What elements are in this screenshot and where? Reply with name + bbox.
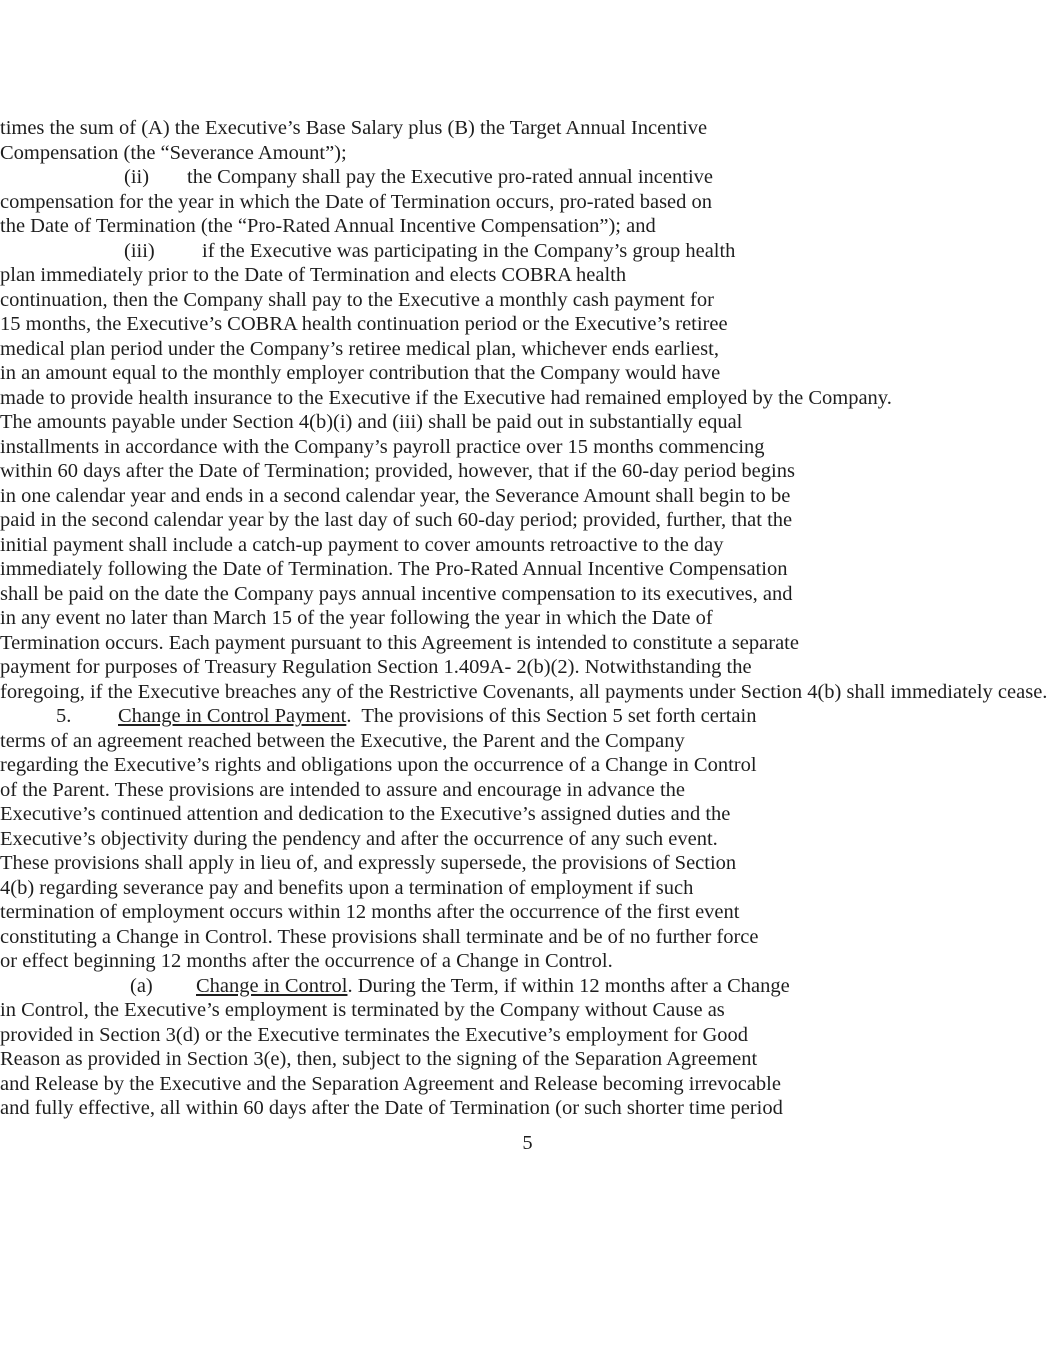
text-line: [0, 240, 735, 262]
subclause-iii-cobra-health: [0, 239, 1055, 411]
text-line: in an amount equal to the monthly employer contribution that the Company would have: [0, 362, 721, 384]
section-heading-underlined: Change in Control Payment: [118, 705, 347, 727]
text-line: Compensation (the “Severance Amount”);: [0, 141, 347, 164]
text-line: [0, 705, 756, 727]
clause-label: (iii): [124, 239, 155, 262]
text-line: and Release by the Executive and the Separation Agreement and Release becoming irrevocable: [0, 1072, 781, 1095]
text-line: 4(b) shall immediately cease.: [807, 680, 1048, 703]
text-line: immediately following the Date of Termination. The Pro-Rated Annual Incentive Compensation: [0, 558, 788, 580]
text-line: the Date of Termination (the “Pro-Rated Annual Incentive Compensation”); and: [0, 215, 656, 237]
clause-heading-underlined: Change in Control: [196, 974, 348, 997]
text-line: in one calendar year and ends in a second calendar year, the Severance Amount shall begin to be: [0, 484, 791, 507]
text-line: or effect beginning 12 months after the occurrence of a Change in Control.: [0, 950, 613, 972]
text-line: of the Parent. These provisions are intended to assure and encourage in advance the: [0, 778, 685, 801]
text-line: Executive’s continued attention and dedication to the Executive’s assigned duties and the: [0, 803, 731, 825]
text-line: continuation, then the Company shall pay to the Executive a monthly cash payment for: [0, 288, 714, 311]
text-line: regarding the Executive’s rights and obligations upon the occurrence of a Change in Control: [0, 754, 757, 776]
text-line: These provisions shall apply in lieu of, and expressly supersede, the provisions of Section: [0, 852, 737, 874]
text-line: within 60 days after the Date of Termination; provided, however, that if the 60-day period begins: [0, 460, 795, 482]
text-line: Executive’s objectivity during the pendency and after the occurrence of any such event.: [0, 827, 718, 850]
text-line: times the sum of (A) the Executive’s Base Salary plus (B) the Target Annual Incentive: [0, 117, 708, 139]
text-line: 4(b) regarding severance pay and benefits upon a termination of employment if such: [0, 876, 694, 899]
text-line: employed by the Company.: [666, 386, 892, 409]
subsection-a-change-in-control: [0, 974, 1055, 1121]
page-footer: [0, 1131, 1055, 1156]
text-line: medical plan period under the Company’s retiree medical plan, whichever ends earliest,: [0, 337, 719, 360]
text-line: in Control, the Executive’s employment is terminated by the Company without Cause as: [0, 999, 725, 1021]
text-line: in any event no later than March 15 of the year following the year in which the Date of: [0, 607, 713, 629]
text-line: Termination occurs. Each payment pursuant to this Agreement is intended to constitute a separate: [0, 631, 799, 654]
clause-label: (a): [130, 974, 153, 997]
text-line: installments in accordance with the Company’s payroll practice over 15 months commencing: [0, 435, 765, 458]
text-line: plan immediately prior to the Date of Termination and elects COBRA health: [0, 264, 627, 286]
text-line: constituting a Change in Control. These provisions shall terminate and be of no further force: [0, 925, 759, 948]
text-line: The amounts payable under Section 4(b)(i) and (iii) shall be paid out in substantially equal: [0, 411, 743, 433]
paragraph-severance-amount-continuation: [0, 116, 1055, 165]
text-segment: if the Executive was participating in the Company’s group health: [202, 239, 736, 262]
text-line: provided in Section 3(d) or the Executive terminates the Executive’s employment for Good: [0, 1023, 749, 1046]
text-line: Reason as provided in Section 3(e), then, subject to the signing of the Separation Agreement: [0, 1048, 758, 1070]
text-line: termination of employment occurs within 12 months after the occurrence of the first event: [0, 901, 740, 923]
text-line: and fully effective, all within 60 days after the Date of Termination (or such shorter time period: [0, 1097, 783, 1119]
section-number-label: 5.: [56, 705, 72, 727]
subclause-ii-pro-rated-incentive: [0, 165, 1055, 239]
text-line: terms of an agreement reached between the Executive, the Parent and the Company: [0, 729, 685, 752]
text-line: made to provide health insurance to the Executive if the Executive had remained: [0, 386, 662, 409]
text-line: initial payment shall include a catch-up payment to cover amounts retroactive to the day: [0, 533, 724, 556]
text-line: [0, 166, 713, 188]
text-line: foregoing, if the Executive breaches any of the Restrictive Covenants, all payments under Section: [0, 680, 803, 703]
text-line: payment for purposes of Treasury Regulation Section 1.409A- 2(b)(2). Notwithstanding the: [0, 656, 752, 678]
text-segment: . The provisions of this Section 5 set forth certain: [346, 705, 757, 727]
clause-label: (ii): [124, 166, 150, 188]
text-line: compensation for the year in which the Date of Termination occurs, pro-rated based on: [0, 190, 713, 213]
section-5-change-in-control-payment: [0, 704, 1055, 974]
text-line: shall be paid on the date the Company pays annual incentive compensation to its executives, and: [0, 582, 793, 605]
paragraph-payment-terms: [0, 410, 1055, 704]
text-line: [0, 975, 790, 997]
text-segment: the Company shall pay the Executive pro-rated annual incentive: [187, 166, 713, 188]
text-segment: . During the Term, if within 12 months after a Change: [347, 974, 790, 997]
text-line: paid in the second calendar year by the last day of such 60-day period; provided, further, that the: [0, 509, 793, 531]
page-number: 5: [522, 1131, 533, 1154]
text-line: 15 months, the Executive’s COBRA health continuation period or the Executive’s retiree: [0, 313, 728, 335]
